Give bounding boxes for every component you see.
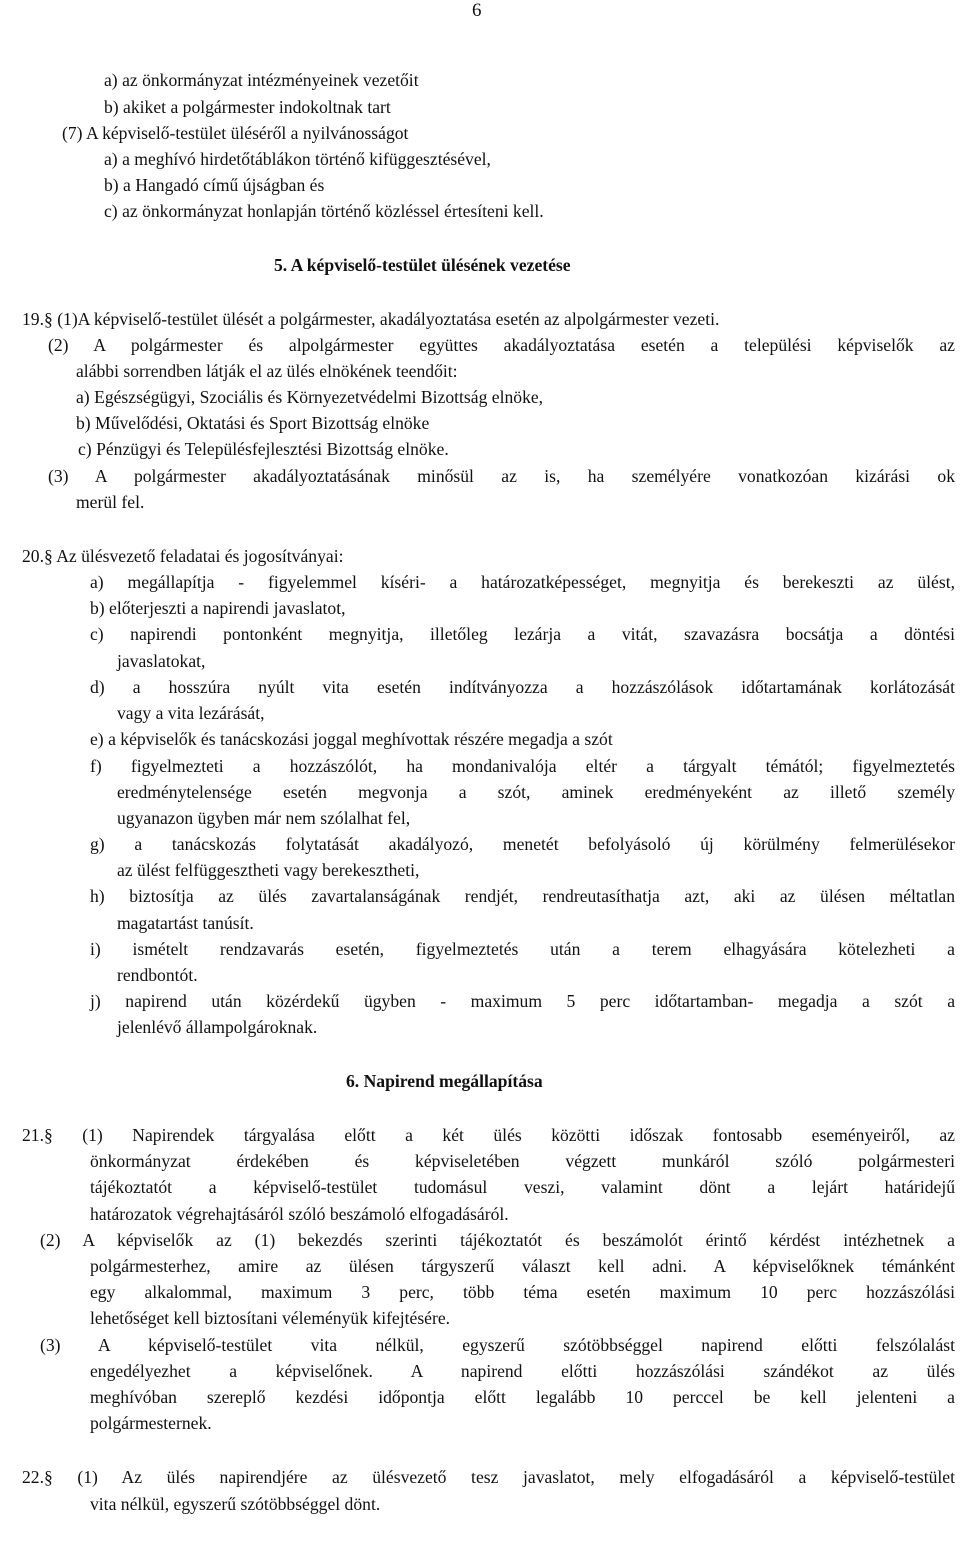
text-line: (3) A képviselő-testület vita nélkül, egyszerű szótöbbséggel napirend előtti felszólalást xyxy=(40,1335,955,1355)
text-line: engedélyezhet a képviselőnek. A napirend előtti hozzászólási szándékot az ülés xyxy=(90,1361,955,1381)
text-line: eredménytelensége esetén megvonja a szót, aminek eredményeként az illető személy xyxy=(117,782,955,802)
text-line: vagy a vita lezárását, xyxy=(117,703,265,723)
text-line: egy alkalommal, maximum 3 perc, több téma esetén maximum 10 perc hozzászólási xyxy=(90,1282,955,1302)
page-number: 6 xyxy=(472,0,482,21)
text-line: c) az önkormányzat honlapján történő közléssel értesíteni kell. xyxy=(104,201,544,221)
text-line: a) az önkormányzat intézményeinek vezetőit xyxy=(104,70,419,90)
text-line: f) figyelmezteti a hozzászólót, ha mondanivalója eltér a tárgyalt témától; figyelmeztetés xyxy=(90,756,955,776)
text-line: (3) A polgármester akadályoztatásának minősül az is, ha személyére vonatkozóan kizárási ok xyxy=(48,466,955,486)
text-line: a) megállapítja - figyelemmel kíséri- a határozatképességet, megnyitja és berekeszti az ülést, xyxy=(90,572,955,592)
text-line: magatartást tanúsít. xyxy=(117,913,254,933)
text-line: határozatok végrehajtásáról szóló beszámoló elfogadásáról. xyxy=(90,1204,509,1224)
text-line: (2) A polgármester és alpolgármester együttes akadályoztatása esetén a települési képviselők az xyxy=(48,335,955,355)
text-line: e) a képviselők és tanácskozási joggal meghívottak részére megadja a szót xyxy=(90,729,613,749)
section-heading: 5. A képviselő-testület ülésének vezetése xyxy=(274,255,571,275)
text-line: b) Művelődési, Oktatási és Sport Bizottság elnöke xyxy=(76,413,430,433)
text-line: b) előterjeszti a napirendi javaslatot, xyxy=(90,598,346,618)
text-line: h) biztosítja az ülés zavartalanságának rendjét, rendreutasíthatja azt, aki az ülésen méltatlan xyxy=(90,886,955,906)
text-line: merül fel. xyxy=(76,492,145,512)
text-line: polgármesternek. xyxy=(90,1413,212,1433)
text-line: 22.§ (1) Az ülés napirendjére az ülésvezető tesz javaslatot, mely elfogadásáról a képviselő-testület xyxy=(22,1467,955,1487)
text-line: 21.§ (1) Napirendek tárgyalása előtt a két ülés közötti időszak fontosabb eseményeiről, az xyxy=(22,1125,955,1145)
text-line: önkormányzat érdekében és képviseletében végzett munkáról szóló polgármesteri xyxy=(90,1151,955,1171)
text-line: javaslatokat, xyxy=(117,651,206,671)
text-line: b) a Hangadó című újságban és xyxy=(104,175,325,195)
text-line: c) Pénzügyi és Településfejlesztési Bizottság elnöke. xyxy=(78,439,449,459)
section-heading: 6. Napirend megállapítása xyxy=(346,1071,543,1091)
text-line: c) napirendi pontonként megnyitja, illetőleg lezárja a vitát, szavazásra bocsátja a döntési xyxy=(90,624,955,644)
text-line: vita nélkül, egyszerű szótöbbséggel dönt. xyxy=(90,1494,381,1514)
text-line: 19.§ (1)A képviselő-testület ülését a polgármester, akadályoztatása esetén az alpolgármester vezeti. xyxy=(22,309,720,329)
text-line: rendbontót. xyxy=(117,965,198,985)
text-line: 20.§ Az ülésvezető feladatai és jogosítványai: xyxy=(22,546,344,566)
text-line: b) akiket a polgármester indokoltnak tart xyxy=(104,97,391,117)
text-line: (2) A képviselők az (1) bekezdés szerinti tájékoztatót és beszámolót érintő kérdést intézhetnek a xyxy=(40,1230,955,1250)
text-line: i) ismételt rendzavarás esetén, figyelmeztetés után a terem elhagyására kötelezheti a xyxy=(90,939,955,959)
text-line: alábbi sorrendben látják el az ülés elnökének teendőit: xyxy=(76,361,458,381)
text-line: az ülést felfüggesztheti vagy berekesztheti, xyxy=(117,860,420,880)
text-line: meghívóban szereplő kezdési időpontja előtt legalább 10 perccel be kell jelenteni a xyxy=(90,1387,955,1407)
text-line: tájékoztatót a képviselő-testület tudomásul veszi, valamint dönt a lejárt határidejű xyxy=(90,1177,955,1197)
text-line: ugyanazon ügyben már nem szólalhat fel, xyxy=(117,808,411,828)
text-line: (7) A képviselő-testület üléséről a nyilvánosságot xyxy=(62,123,409,143)
text-line: j) napirend után közérdekű ügyben - maximum 5 perc időtartamban- megadja a szót a xyxy=(90,991,955,1011)
text-line: jelenlévő állampolgároknak. xyxy=(117,1017,318,1037)
text-line: polgármesterhez, amire az ülésen tárgyszerű választ kell adni. A képviselőknek témánként xyxy=(90,1256,955,1276)
text-line: d) a hosszúra nyúlt vita esetén indítványozza a hozzászólások időtartamának korlátozását xyxy=(90,677,955,697)
text-line: a) a meghívó hirdetőtáblákon történő kifüggesztésével, xyxy=(104,149,491,169)
text-line: g) a tanácskozás folytatását akadályozó, menetét befolyásoló új körülmény felmerülésekor xyxy=(90,834,955,854)
text-line: lehetőséget kell biztosítani véleményük kifejtésére. xyxy=(90,1308,451,1328)
text-line: a) Egészségügyi, Szociális és Környezetvédelmi Bizottság elnöke, xyxy=(76,387,544,407)
